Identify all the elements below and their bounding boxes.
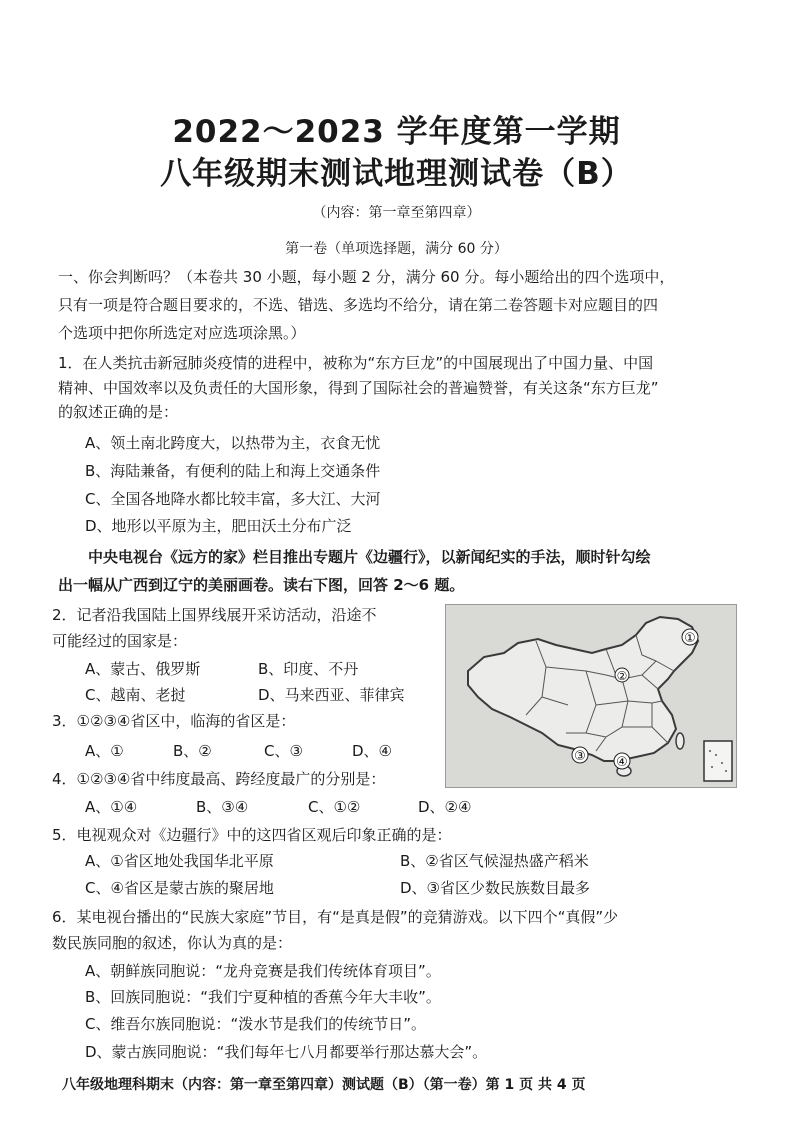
- q2-option-b: B、印度、不丹: [258, 660, 359, 678]
- q4-option-a: A、①④: [85, 798, 138, 816]
- q6-option-b: B、回族同胞说：“我们宁夏种植的香蕉今年大丰收”。: [85, 988, 441, 1006]
- q1-option-a: A、领土南北跨度大，以热带为主，衣食无忧: [85, 434, 381, 452]
- section-heading: 第一卷（单项选择题，满分 60 分）: [285, 241, 508, 257]
- q2-stem-line-2: 可能经过的国家是：: [52, 632, 188, 650]
- q3-stem: 3．①②③④省区中，临海的省区是：: [52, 712, 296, 730]
- q6-option-a: A、朝鲜族同胞说：“龙舟竞赛是我们传统体育项目”。: [85, 962, 441, 980]
- q4-stem: 4．①②③④省中纬度最高、跨经度最广的分别是：: [52, 770, 386, 788]
- instruction-line-3: 个选项中把你所选定对应选项涂黑。）: [58, 324, 306, 342]
- q5-option-b: B、②省区气候湿热盛产稻米: [400, 852, 589, 870]
- q3-option-b: B、②: [173, 742, 212, 760]
- q3-option-a: A、①: [85, 742, 124, 760]
- q5-stem: 5．电视观众对《边疆行》中的这四省区观后印象正确的是：: [52, 826, 452, 844]
- q2-stem-line-1: 2．记者沿我国陆上国界线展开采访活动，沿途不: [52, 606, 377, 624]
- china-outline: [468, 617, 698, 761]
- china-map-svg: [446, 605, 736, 787]
- q5-option-d: D、③省区少数民族数目最多: [400, 879, 590, 897]
- south-china-sea-inset: [704, 741, 732, 781]
- china-map-figure: [445, 604, 737, 788]
- q1-option-d: D、地形以平原为主，肥田沃土分布广泛: [85, 517, 352, 535]
- q3-option-c: C、③: [264, 742, 303, 760]
- q2-option-c: C、越南、老挝: [85, 686, 186, 704]
- q1-stem-line-1: 1．在人类抗击新冠肺炎疫情的进程中，被称为“东方巨龙”的中国展现出了中国力量、中国: [58, 354, 654, 372]
- q6-stem-line-1: 6．某电视台播出的“民族大家庭”节目，有“是真是假”的竞猜游戏。以下四个“真假”少: [52, 908, 619, 926]
- q6-option-d: D、蒙古族同胞说：“我们每年七八月都要举行那达慕大会”。: [85, 1043, 488, 1061]
- q4-option-c: C、①②: [308, 798, 361, 816]
- q1-stem-line-2: 精神、中国效率以及负责任的大国形象，得到了国际社会的普遍赞誉，有关这条“东方巨龙”: [58, 379, 659, 397]
- taiwan-island: [676, 733, 684, 749]
- q1-option-b: B、海陆兼备，有便利的陆上和海上交通条件: [85, 462, 381, 480]
- page-footer: 八年级地理科期末（内容：第一章至第四章）测试题（B）（第一卷）第 1 页 共 4 页: [62, 1077, 586, 1093]
- marker-3: ③: [574, 749, 586, 764]
- intro-line-1: 中央电视台《远方的家》栏目推出专题片《边疆行》，以新闻纪实的手法，顺时针勾绘: [88, 548, 651, 566]
- q4-option-d: D、②④: [418, 798, 472, 816]
- q6-stem-line-2: 数民族同胞的叙述，你认为真的是：: [52, 934, 293, 952]
- marker-4: ④: [616, 755, 628, 770]
- title-line-1: 2022～2023 学年度第一学期: [172, 114, 621, 150]
- marker-2: ②: [616, 669, 628, 683]
- marker-1: ①: [684, 631, 696, 646]
- q3-option-d: D、④: [352, 742, 392, 760]
- q2-option-d: D、马来西亚、菲律宾: [258, 686, 405, 704]
- instruction-line-1: 一、你会判断吗？（本卷共 30 小题，每小题 2 分，满分 60 分。每小题给出的四个选项中，: [58, 268, 675, 286]
- q5-option-a: A、①省区地处我国华北平原: [85, 852, 274, 870]
- instruction-line-2: 只有一项是符合题目要求的，不选、错选、多选均不给分，请在第二卷答题卡对应题目的四: [58, 296, 659, 314]
- exam-scope: （内容：第一章至第四章）: [312, 205, 481, 221]
- q4-option-b: B、③④: [196, 798, 249, 816]
- q6-option-c: C、维吾尔族同胞说：“泼水节是我们的传统节日”。: [85, 1015, 427, 1033]
- title-line-2: 八年级期末测试地理测试卷（B）: [160, 156, 633, 192]
- q1-option-c: C、全国各地降水都比较丰富，多大江、大河: [85, 490, 381, 508]
- q1-stem-line-3: 的叙述正确的是：: [58, 403, 179, 421]
- q2-option-a: A、蒙古、俄罗斯: [85, 660, 201, 678]
- intro-line-2: 出一幅从广西到辽宁的美丽画卷。读右下图，回答 2～6 题。: [58, 576, 465, 594]
- q5-option-c: C、④省区是蒙古族的聚居地: [85, 879, 274, 897]
